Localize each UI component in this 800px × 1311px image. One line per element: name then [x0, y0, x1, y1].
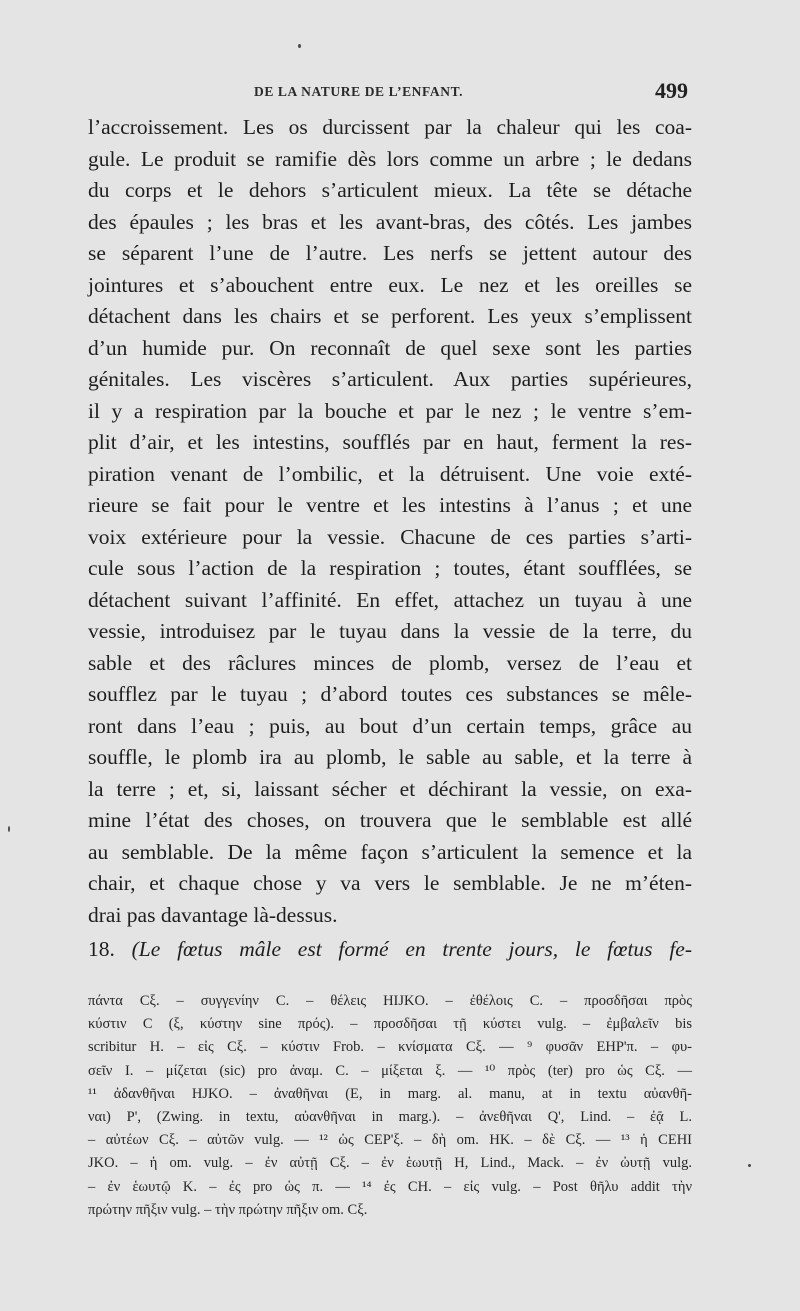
text-line: mine l’état des choses, on trouvera que le semblable est allé	[88, 808, 692, 832]
note-line: – αὐτέων Cξ. – αὐτῶν vulg. — ¹² ὡς CEP'ξ. – δὴ om. HK. – δὲ Cξ. — ¹³ ἡ CEHI	[88, 1132, 692, 1149]
text-line: des épaules ; les bras et les avant-bras, des côtés. Les jambes	[88, 209, 692, 234]
text-line: plit d’air, et les intestins, soufflés par en haut, ferment la res-	[88, 430, 692, 454]
text-line: détachent dans les chairs et se perforent. Les yeux s’emplissent	[88, 304, 692, 328]
text-line: vessie, introduisez par le tuyau dans la vessie de la terre, du	[88, 619, 692, 643]
text-line: jointures et s’abouchent entre eux. Le nez et les oreilles se	[88, 272, 692, 297]
running-head: DE LA NATURE DE L’ENFANT.	[254, 84, 464, 99]
note-line: πρώτην πῆξιν vulg. – τὴν πρώτην πῆξιν om. Cξ.	[88, 1201, 368, 1218]
body-paragraph	[88, 112, 692, 931]
text-line: piration venant de l’ombilic, et la détruisent. Une voie exté-	[88, 461, 692, 486]
critical-apparatus	[88, 990, 692, 1222]
text-line: sable et des râclures minces de plomb, versez de l’eau et	[88, 650, 692, 675]
text-line: ront dans l’eau ; puis, au bout d’un certain temps, grâce au	[88, 713, 692, 738]
note-line: πάντα Cξ. – συγγενίην C. – θέλεις HIJKO. – ἐθέλοις C. – προσδῆσαι πρὸς	[88, 993, 692, 1009]
text-line: soufflez par le tuyau ; d’abord toutes ces substances se mêle-	[88, 682, 692, 706]
note-line: σεῖν I. – μίζεται (sic) pro ἀναμ. C. – μίξεται ξ. — ¹⁰ πρὸς (ter) pro ὡς Cξ. —	[88, 1062, 692, 1079]
text-line: chair, et chaque chose y va vers le semblable. Je ne m’éten-	[88, 871, 692, 895]
text-line: au semblable. De la même façon s’articulent la semence et la	[88, 839, 692, 864]
section-title: (Le fœtus mâle est formé en trente jours, le fœtus fe-	[131, 937, 692, 961]
page-number: 499	[655, 78, 688, 103]
note-line: ναι) P', (Zwing. in textu, αὐανθῆναι in marg.). – ἀνεθῆναι Q', Lind. – ἐᾷ L.	[88, 1108, 692, 1125]
text-line: d’un humide pur. On reconnaît de quel sexe sont les parties	[88, 335, 692, 360]
page-header	[88, 78, 692, 108]
paper-speck	[748, 1164, 751, 1167]
text-line: du corps et le dehors s’articulent mieux. La tête se détache	[88, 178, 692, 202]
text-line: se séparent l’une de l’autre. Les nerfs se jettent autour des	[88, 241, 692, 265]
text-line: détachent suivant l’affinité. En effet, attachez un tuyau à une	[88, 587, 692, 612]
note-line: κύστιν C (ξ, κύστην sine πρός). – προσδῆσαι τῇ κύστει vulg. – ἐμβαλεῖν bis	[88, 1016, 692, 1033]
section-number: 18.	[88, 937, 115, 961]
text-line: l’accroissement. Les os durcissent par la chaleur qui les coa-	[88, 115, 692, 139]
text-line: voix extérieure pour la vessie. Chacune de ces parties s’arti-	[88, 524, 692, 549]
text-line: la terre ; et, si, laissant sécher et déchirant la vessie, on exa-	[88, 776, 692, 801]
text-line: il y a respiration par la bouche et par le nez ; le ventre s’em-	[88, 398, 692, 423]
text-line: gule. Le produit se ramifie dès lors comme un arbre ; le dedans	[88, 146, 692, 171]
note-line: scribitur H. – εἰς Cξ. – κύστιν Frob. – κνίσματα Cξ. — ⁹ φυσᾶν EHP'π. – φυ-	[88, 1039, 692, 1056]
note-line: ¹¹ ἀδανθῆναι HJKO. – ἀναθῆναι (E, in marg. al. manu, at in textu αὐανθῆ-	[88, 1085, 692, 1102]
text-line: génitales. Les viscères s’articulent. Aux parties supérieures,	[88, 367, 692, 391]
note-line: JKO. – ἡ om. vulg. – ἐν αὐτῇ Cξ. – ἐν ἑωυτῇ H, Lind., Mack. – ἐν ὠυτῇ vulg.	[88, 1155, 692, 1172]
text-line: souffle, le plomb ira au plomb, le sable au sable, et la terre à	[88, 745, 692, 769]
text-line: cule sous l’action de la respiration ; toutes, étant soufflées, se	[88, 556, 692, 580]
section-heading	[88, 934, 692, 966]
text-line: drai pas davantage là-dessus.	[88, 902, 338, 927]
note-line: – ἐν ἑωυτῷ K. – ἐς pro ὡς π. — ¹⁴ ἐς CH. – εἰς vulg. – Post θῆλυ addit τὴν	[88, 1178, 692, 1195]
text-line: rieure se fait pour le ventre et les intestins à l’anus ; et une	[88, 493, 692, 517]
paper-speck	[298, 44, 301, 48]
paper-speck	[8, 826, 10, 832]
